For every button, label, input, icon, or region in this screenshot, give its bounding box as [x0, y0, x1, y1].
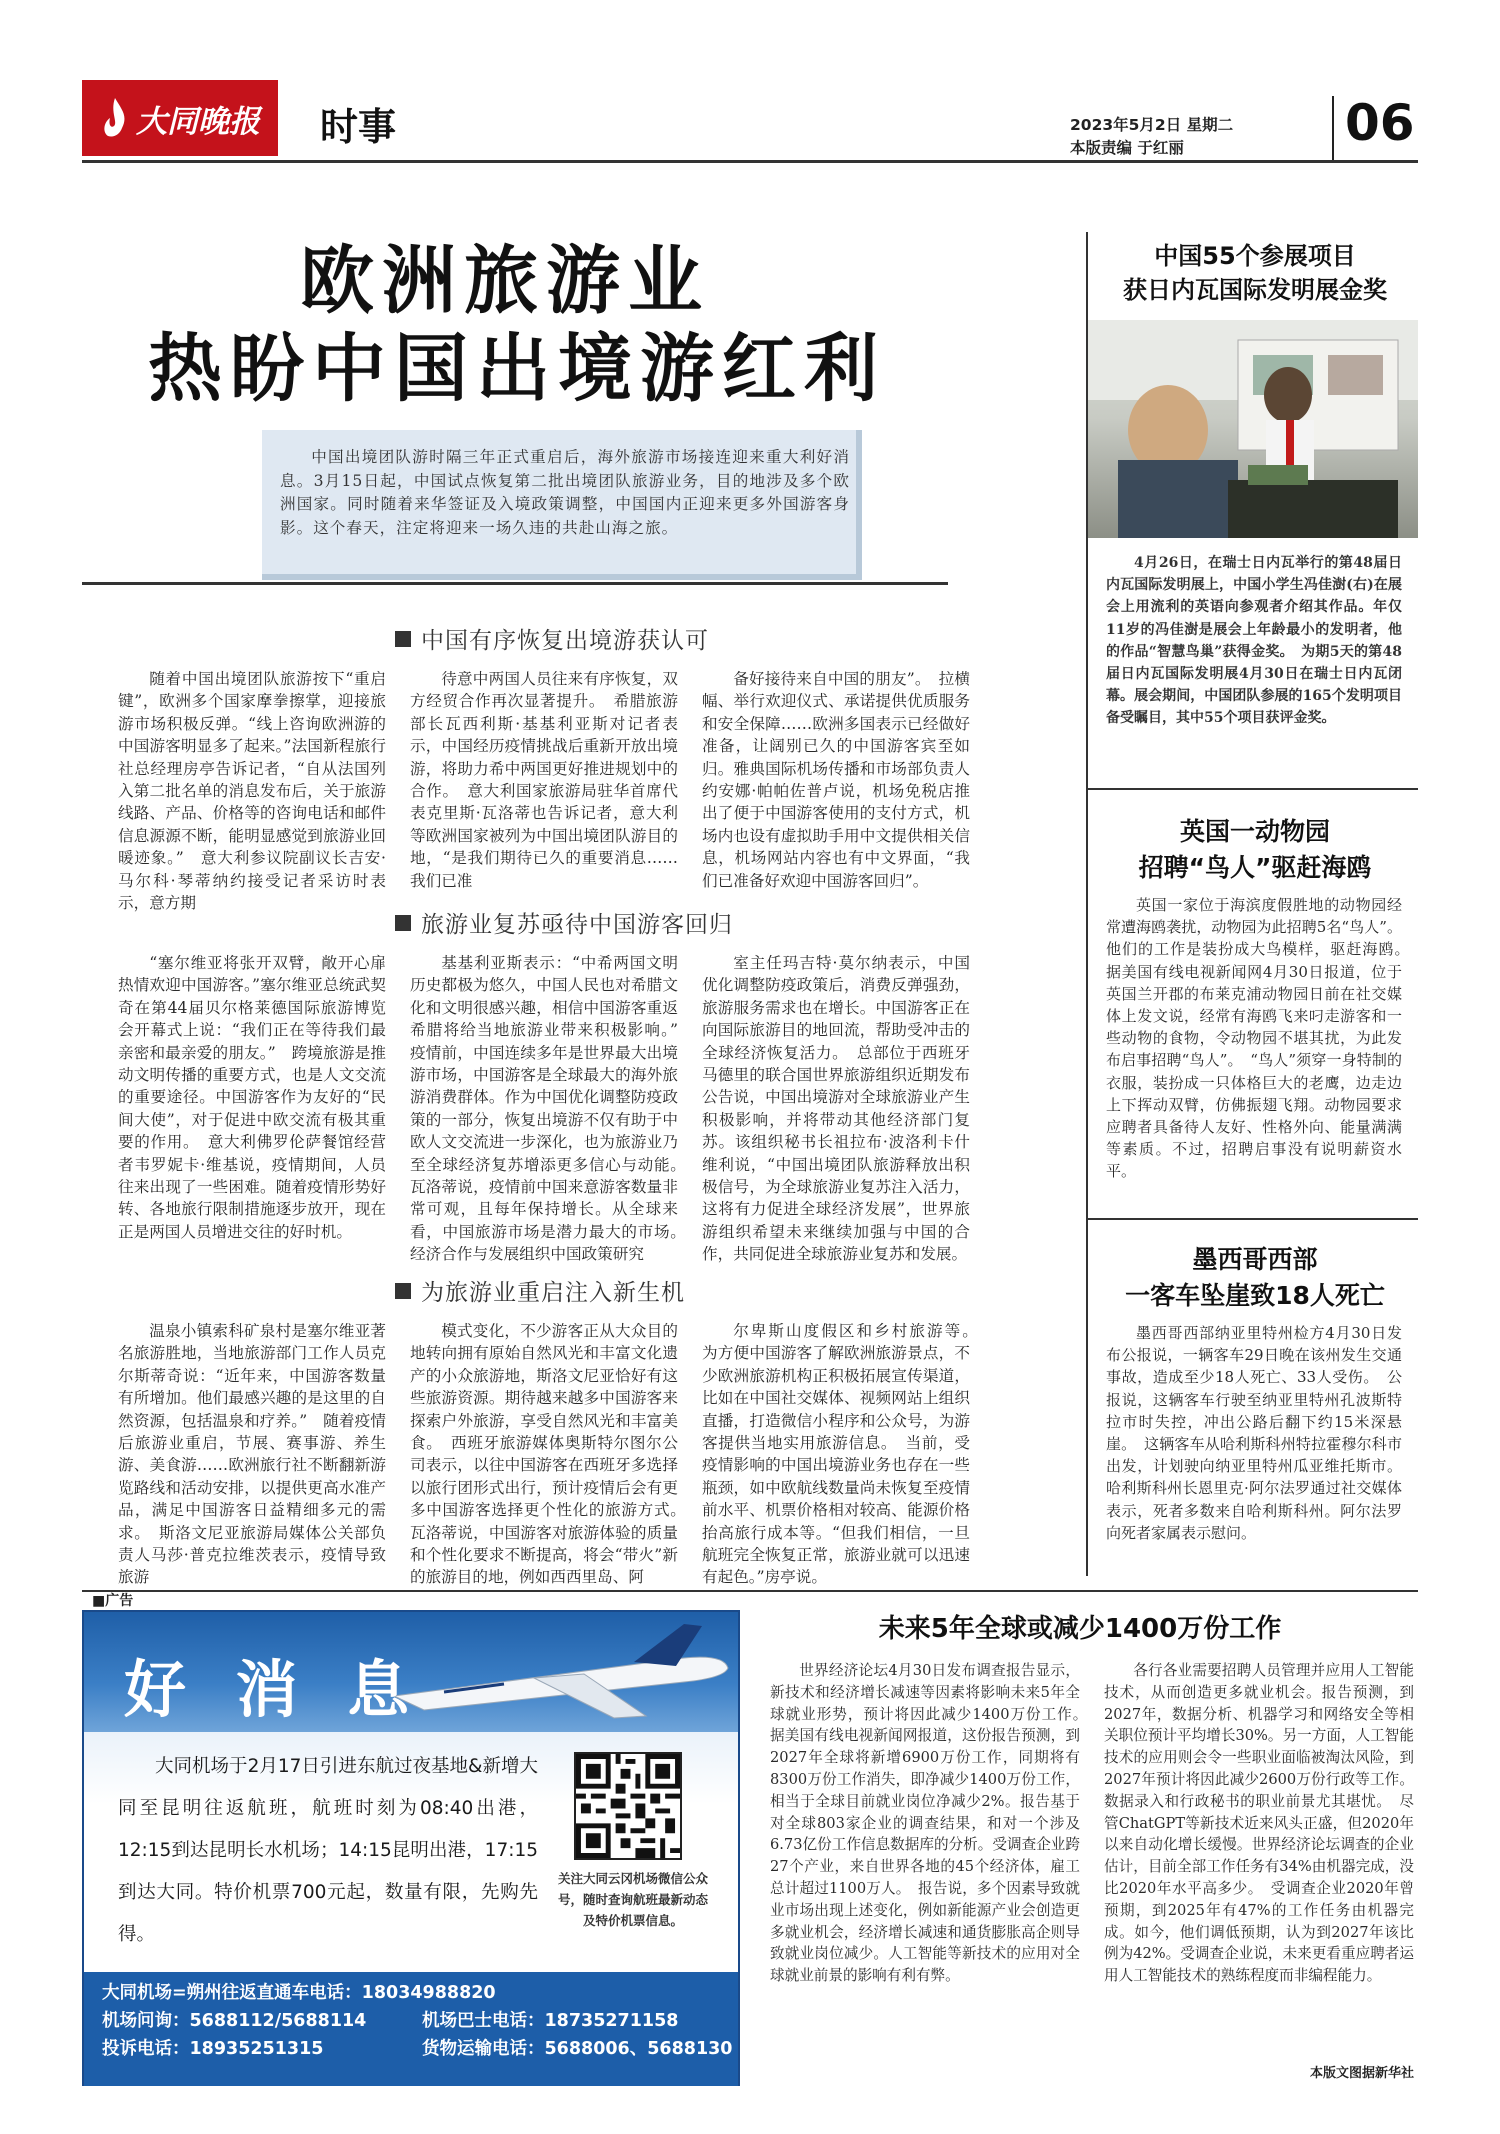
right1-caption: 4月26日，在瑞士日内瓦举行的第48届日内瓦国际发明展上，中国小学生冯佳澍(右)在展会上用流利的英语向参观者介绍其作品。年仅11岁的冯佳澍是展会上年龄最小的发明者，他的作品“智慧鸟巢”获得金奖。 为期5天的第48届日内瓦国际发明展4月30日在瑞士日内瓦闭幕。展会期间，中国团队参展的165个发明项目备受瞩目，其中55个项目获评金奖。 [1106, 555, 1402, 727]
right1-title1: 中国55个参展项目 [1154, 242, 1356, 270]
headline-line1: 欧洲旅游业 [300, 238, 710, 324]
ad-body: 大同机场于2月17日引进东航过夜基地&新增大同至昆明往返航班，航班时刻为08:40出港，12:15到达昆明长水机场；14:15昆明出港，17:15到达大同。特价机票700元起，数量有限，先购先得。 [118, 1756, 538, 1945]
right2-title2: 招聘“鸟人”驱赶海鸥 [1138, 853, 1372, 882]
jobs-col2: 各行各业需要招聘人员管理并应用人工智能技术，从而创造更多就业机会。报告预测，到2027年，数据分析、机器学习和网络安全等相关职位预计平均增长30%。另一方面，人工智能技术的应用则会令一些职业面临被淘汰风险，到2027年预计将因此减少2600万份行政等工作。数据录入和行政秘书的职业前景尤其堪忧。 尽管ChatGPT等新技术近来风头正盛，但2020年以来自动化增长缓慢。世界经济论坛调查的企业估计，目前全部工作任务有34%由机器完成，没比2020年水平高多少。 受调查企业2020年曾预期，到2025年有47%的工作任务由机器完成。如今，他们调低预期，认为到2027年该比例为42%。受调查企业说，未来更看重应聘者运用人工智能技术的熟练程度而非编程能力。 [1104, 1662, 1414, 1985]
right3-title2: 一客车坠崖致18人死亡 [1125, 1281, 1385, 1310]
lead-text: 中国出境团队游时隔三年正式重启后，海外旅游市场接连迎来重大利好消息。3月15日起，中国试点恢复第二批出境团队旅游业务，目的地涉及多个欧洲国家。同时随着来华签证及入境政策调整，中国国内正迎来更多外国游客身影。这个春天，注定将迎来一场久违的共赴山海之旅。 [280, 448, 850, 537]
sec1-col3: 备好接待来自中国的朋友”。 拉横幅、举行欢迎仪式、承诺提供优质服务和安全保障……欧洲多国表示已经做好准备，让阔别已久的中国游客宾至如归。雅典国际机场传播和市场部负责人约安娜·帕帕佐普卢说，机场免税店推出了便于中国游客使用的支付方式，机场内也设有虚拟助手用中文提供相关信息，机场网站内容也有中文界面，“我们已准备好欢迎中国游客回归”。 [702, 670, 970, 890]
ad-box [82, 1610, 740, 2086]
masthead-logo [82, 80, 278, 156]
lead-rule [82, 582, 948, 585]
sec3-col2: 模式变化，不少游客正从大众目的地转向拥有原始自然风光和丰富文化遗产的小众旅游地，斯洛文尼亚恰好有这些旅游资源。期待越来越多中国游客来探索户外旅游，享受自然风光和丰富美食。 西班牙旅游媒体奥斯特尔图尔公司表示，以往中国游客在西班牙多选择以旅行团形式出行，预计疫情后会有更多中国游客选择更个性化的旅游方式。 瓦洛蒂说，中国游客对旅游体验的质量和个性化要求不断提高，将会“带火”新的旅游目的地，例如西西里岛、阿 [410, 1322, 694, 1587]
right1-title2: 获日内瓦国际发明展金奖 [1123, 276, 1387, 304]
sec3-col1: 温泉小镇索科矿泉村是塞尔维亚著名旅游胜地，当地旅游部门工作人员克尔斯蒂奇说：“近年来，中国游客数量有所增加。他们最感兴趣的是这里的自然资源，包括温泉和疗养。” 随着疫情后旅游业重启，节展、赛事游、养生游、美食游……欧洲旅行社不断翻新游览路线和活动安排，以提供更高水准产品，满足中国游客日益精细多元的需求。 斯洛文尼亚旅游局媒体公关部负责人马莎·普克拉维茨表示，疫情导致旅游 [118, 1322, 386, 1587]
right2-title1: 英国一动物园 [1179, 817, 1330, 846]
jobs-credit: 本版文图据新华社 [1309, 2066, 1414, 2081]
right2-rule [1088, 1218, 1418, 1220]
sec3-title: 为旅游业重启注入新生机 [421, 1280, 685, 1306]
sec3-col3: 尔卑斯山度假区和乡村旅游等。 为方便中国游客了解欧洲旅游景点，不少欧洲旅游机构正积极拓展宣传渠道，比如在中国社交媒体、视频网站上组织直播，打造微信小程序和公众号，为游客提供当地实用旅游信息。 当前，受疫情影响的中国出境游业务也存在一些瓶颈，如中欧航线数量尚未恢复至疫情前水平、机票价格相对较高、能源价格抬高旅行成本等。“但我们相信，一旦航班完全恢复正常，旅游业就可以迅速有起色。”房亭说。 [702, 1322, 986, 1587]
news-photo [1088, 320, 1418, 538]
ad-line1: 大同机场=朔州往返直通车电话：18034988820 [102, 1983, 496, 2003]
ad-big-text: 好 消 息 [124, 1653, 424, 1726]
jobs-title: 未来5年全球或减少1400万份工作 [878, 1614, 1282, 1644]
bottom-rule [82, 1590, 1418, 1592]
logo-text: 大同晚报 [136, 103, 260, 140]
square-bullet-icon: ■ [92, 1593, 106, 1609]
sec1-title: 中国有序恢复出境游获认可 [421, 628, 709, 654]
sec2-heading [395, 906, 733, 939]
square-bullet-icon [395, 1283, 411, 1299]
sec2-col2: 基基利亚斯表示：“中希两国文明历史都极为悠久，中国人民也对希腊文化和文明很感兴趣，相信中国游客重返希腊将给当地旅游业带来积极影响。” 疫情前，中国连续多年是世界最大出境游市场，中国游客是全球最大的海外旅游消费群体。作为中国优化调整防疫政策的一部分，恢复出境游不仅有助于中欧人文交流进一步深化，也为旅游业乃至全球经济复苏增添更多信心与动能。 瓦洛蒂说，疫情前中国来意游客数量非常可观，且每年保持增长。从全球来看，中国旅游市场是潜力最大的市场。 经济合作与发展组织中国政策研究 [410, 954, 694, 1264]
ad-line3a: 投诉电话：18935251315 [102, 2039, 324, 2059]
page-editor: 本版责编 于红丽 [1070, 139, 1184, 157]
sec2-col1: “塞尔维亚将张开双臂，敞开心扉热情欢迎中国游客。”塞尔维亚总统武契奇在第44届贝尔格莱德国际旅游博览会开幕式上说：“我们正在等待我们最亲密和最亲爱的朋友。” 跨境旅游是推动文明传播的重要方式，也是人文交流的重要途径。中国游客作为友好的“民间大使”，对于促进中欧交流有极其重要的作用。 意大利佛罗伦萨餐馆经营者韦罗妮卡·维基说，疫情期间，人员往来出现了一些困难。随着疫情形势好转、各地旅行限制措施逐步放开，现在正是两国人员增进交往的好时机。 [118, 954, 386, 1241]
sec1-col2: 待意中两国人员往来有序恢复，双方经贸合作再次显著提升。 希腊旅游部长瓦西利斯·基基利亚斯对记者表示，中国经历疫情挑战后重新开放出境游，将助力希中两国更好推进规划中的合作。 意大利国家旅游局驻华首席代表克里斯·瓦洛蒂也告诉记者，意大利等欧洲国家被列为中国出境团队游目的地，“是我们期待已久的重要消息……我们已准 [410, 670, 678, 890]
ad-line3b: 货物运输电话：5688006、5688130 [422, 2039, 733, 2059]
right3-body: 墨西哥西部纳亚里特州检方4月30日发布公报说，一辆客车29日晚在该州发生交通事故，造成至少18人死亡、33人受伤。 公报说，这辆客车行驶至纳亚里特州孔波斯特拉市时失控，冲出公路后翻下约15米深悬崖。 这辆客车从哈利斯科州特拉霍穆尔科市出发，计划驶向纳亚里特州瓜亚维托斯市。哈利斯科州长恩里克·阿尔法罗通过社交媒体表示，死者多数来自哈利斯科州。阿尔法罗向死者家属表示慰问。 [1106, 1324, 1402, 1542]
square-bullet-icon [395, 631, 411, 647]
ad-banner [84, 1612, 738, 1732]
sec3-heading [395, 1274, 685, 1307]
qr-code [574, 1752, 682, 1860]
flame-icon [100, 96, 130, 140]
right3-title1: 墨西哥西部 [1192, 1245, 1318, 1274]
right2-body: 英国一家位于海滨度假胜地的动物园经常遭海鸥袭扰，动物园为此招聘5名“鸟人”。他们的工作是装扮成大鸟模样，驱赶海鸥。 据美国有线电视新闻网4月30日报道，位于英国兰开郡的布莱克浦动物园日前在社交媒体上发文说，经常有海鸥飞来叼走游客和一些动物的食物，令动物园不堪其扰，为此发布启事招聘“鸟人”。 “鸟人”须穿一身特制的衣服，装扮成一只体格巨大的老鹰，边走边上下挥动双臂，仿佛振翅飞翔。动物园要求应聘者具备待人友好、性格外向、能量满满等素质。不过，招聘启事没有说明薪资水平。 [1106, 896, 1418, 1181]
ad-label-text: 广告 [105, 1593, 134, 1609]
issue-date: 2023年5月2日 星期二 [1070, 116, 1234, 134]
headline-line2: 热盼中国出境游红利 [148, 326, 886, 412]
ad-line2b: 机场巴士电话：18735271158 [422, 2011, 679, 2031]
page-number: 06 [1345, 94, 1415, 152]
right1-rule [1088, 788, 1418, 790]
sec1-heading [395, 622, 709, 655]
section-name: 时事 [320, 104, 397, 149]
ad-line2a: 机场问询：5688112/5688114 [102, 2011, 367, 2031]
square-bullet-icon [395, 915, 411, 931]
sec1-col1: 随着中国出境团队旅游按下“重启键”，欧洲多个国家摩拳擦掌，迎接旅游市场积极反弹。“线上咨询欧洲游的中国游客明显多了起来。”法国新程旅行社总经理房亭告诉记者，“自从法国列入第二批名单的消息发布后，关于旅游线路、产品、价格等的咨询电话和邮件信息源源不断，能明显感觉到旅游业回暖迹象。” 意大利参议院副议长吉安·马尔科·琴蒂纳约接受记者采访时表示，意方期 [118, 670, 386, 913]
masthead-rule [82, 160, 1418, 163]
masthead-divider [1332, 96, 1334, 160]
sec2-col3: 室主任玛吉特·莫尔纳表示，中国优化调整防疫政策后，消费反弹强劲，旅游服务需求也在增长。中国游客正在向国际旅游目的地回流，帮助受冲击的全球经济恢复活力。 总部位于西班牙马德里的联合国世界旅游组织近期发布公告说，中国出境游对全球旅游业产生积极影响，并将带动其他经济部门复苏。该组织秘书长祖拉布·波洛利卡什维利说，“中国出境团队旅游释放出积极信号，为全球旅游业复苏注入活力，这将有力促进全球经济发展”，世界旅游组织希望未来继续加强与中国的合作，共同促进全球旅游业复苏和发展。 [702, 954, 970, 1264]
qr-caption: 关注大同云冈机场微信公众号，随时查询航班最新动态及特价机票信息。 [558, 1871, 709, 1928]
ad-label [92, 1590, 133, 1610]
jobs-col1: 世界经济论坛4月30日发布调查报告显示，新技术和经济增长减速等因素将影响未来5年全球就业形势，预计将因此减少1400万份工作。 据美国有线电视新闻网报道，这份报告预测，到2027年全球将新增6900万份工作，同期将有8300万份工作消失，即净减少1400万份工作，相当于全球目前就业岗位净减少2%。报告基于对全球803家企业的调查结果，和对一个涉及6.73亿份工作信息数据库的分析。受调查企业跨27个产业，来自世界各地的45个经济体，雇工总计超过1100万人。 报告说，多个因素导致就业市场出现上述变化，例如新能源产业会创造更多就业机会，经济增长减速和通货膨胀高企则导致就业岗位减少。人工智能等新技术的应用对全球就业前景的影响有利有弊。 [770, 1662, 1095, 1985]
sec2-title: 旅游业复苏亟待中国游客回归 [421, 912, 733, 938]
airplane-icon [384, 1618, 734, 1728]
